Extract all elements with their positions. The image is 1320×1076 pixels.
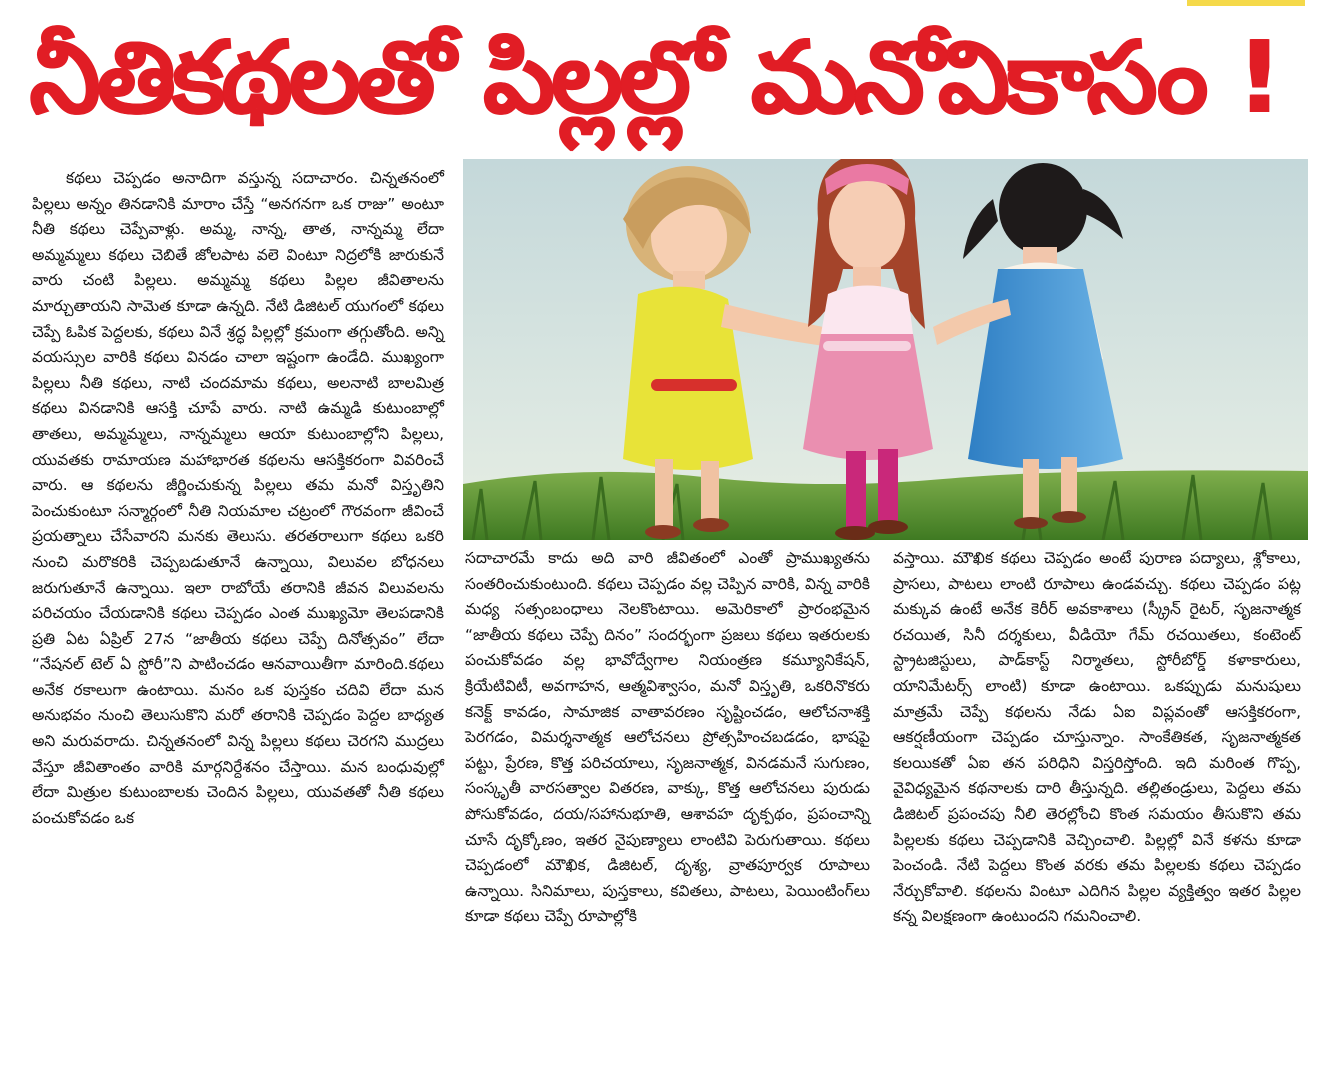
article-paragraph-2: సదాచారమే కాదు అది వారి జీవితంలో ఎంతో ప్రాముఖ్యతను సంతరించుకుంటుంది. కథలు చెప్పడం వల్ల చెప్పిన వారికి, విన్న వారికి మధ్య సత్సంబంధాలు నెలకొంటాయి. అమెరికాలో ప్రారంభమైన “జాతీయ కథలు చెప్పే దినం” సందర్భంగా ప్రజలు కథలు ఇతరులకు పంచుకోవడం వల్ల భావోద్వేగాల నియంత్రణ కమ్యూనికేషన్, క్రియేటివిటీ, అవగాహన, ఆత్మవిశ్వాసం, మనో విస్తృతి, ఒకరినొకరు కనెక్ట్ కావడం, సామాజిక వాతావరణం సృష్టించడం, ఆలోచనాశక్తి పెరగడం, విమర్శనాత్మక ఆలోచనలు ప్రోత్సహించబడడం, భాషపై పట్టు, ప్రేరణ, కొత్త పరిచయాలు, సృజనాత్మక, వినడమనే సుగుణం, సంస్కృతీ వారసత్వాల వితరణ, వాక్కు, కొత్త ఆలోచనలు పురుడు పోసుకోవడం, దయ/సహానుభూతి, ఆశావహ దృక్పథం, ప్రపంచాన్ని చూసే దృక్కోణం, ఇతర నైపుణ్యాలు లాంటివి పెరుగుతాయి. కథలు చెప్పడంలో మౌఖిక, డిజిటల్, దృశ్య, వ్రాతపూర్వక రూపాలు ఉన్నాయి. సినిమాలు, పుస్తకాలు, కవితలు, పాటలు, పెయింటింగ్‌లు కూడా కథలు చెప్పే రూపాల్లోకి	[465, 549, 870, 926]
headline: నీతికథలతో పిల్లల్లో మనోవికాసం !	[30, 19, 1280, 136]
article-paragraph-1: కథలు చెప్పడం అనాదిగా వస్తున్న సదాచారం. చిన్నతనంలో పిల్లలు అన్నం తినడానికి మారాం చేస్తే “అనగనగా ఒక రాజు” అంటూ నీతి కథలు చెప్పేవాళ్లు. అమ్మ, నాన్న, తాత, నాన్నమ్మ లేదా అమ్మమ్మలు కథలు చెబితే జోలపాట వలె వింటూ నిద్రలోకి జారుకునే వారు చంటి పిల్లలు. అమ్మమ్మ కథలు పిల్లల జీవితాలను మార్చుతాయని సామెత కూడా ఉన్నది. నేటి డిజిటల్ యుగంలో కథలు చెప్పే ఓపిక పెద్దలకు, కథలు వినే శ్రద్ధ పిల్లల్లో క్రమంగా తగ్గుతోంది. అన్ని వయస్సుల వారికి కథలు వినడం చాలా ఇష్టంగా ఉండేది. ముఖ్యంగా పిల్లలు నీతి కథలు, నాటి చందమామ కథలు, అలనాటి బాలమిత్ర కథలు వినడానికి ఆసక్తి చూపే వారు. నాటి ఉమ్మడి కుటుంబాల్లో తాతలు, అమ్మమ్మలు, నాన్నమ్మలు ఆయా కుటుంబాల్లోని పిల్లలు, యువతకు రామాయణ మహాభారత కథలను ఆసక్తికరంగా వివరించే వారు. ఆ కథలను జీర్ణించుకున్న పిల్లలు తమ మనో విస్తృతిని పెంచుకుంటూ సన్మార్గంలో నీతి నియమాల చట్రంలో గౌరవంగా జీవించే ప్రయత్నాలు చేసేవారని మనకు తెలుసు. తరతరాలుగా కథలు ఒకరి నుంచి మరొకరికి చెప్పబడుతూనే ఉన్నాయి, విలువల బోధనలు జరుగుతూనే ఉన్నాయి. ఇలా రాబోయే తరానికి జీవన విలువలను పరిచయం చేయడానికి కథలు చెప్పడం ఎంత ముఖ్యమో తెలపడానికి ప్రతి ఏట ఏప్రిల్ 27న “జాతీయ కథలు చెప్పే దినోత్సవం” లేదా “నేషనల్ టెల్ ఏ స్టోరీ”ని పాటించడం ఆనవాయితీగా మారింది.కథలు అనేక రకాలుగా ఉంటాయి. మనం ఒక పుస్తకం చదివి లేదా మన అనుభవం నుంచి తెలుసుకొని మరో తరానికి చెప్పడం పెద్దల బాధ్యత అని మరువరాదు. చిన్నతనంలో విన్న పిల్లలు కథలు చెరగని ముద్రలు వేస్తూ జీవితాంతం వారికి మార్గనిర్దేశనం చేస్తాయి. మన బంధువుల్లో లేదా మిత్రుల కుటుంబాలకు చెందిన పిల్లలు, యువతతో నీతి కథలు పంచుకోవడం ఒక	[32, 169, 444, 827]
article-column-1	[32, 166, 444, 1066]
article-paragraph-3: వస్తాయి. మౌఖిక కథలు చెప్పడం అంటే పురాణ పద్యాలు, శ్లోకాలు, ప్రాసలు, పాటలు లాంటి రూపాలు ఉండవచ్చు. కథలు చెప్పడం పట్ల మక్కువ ఉంటే అనేక కెరీర్ అవకాశాలు (స్క్రీన్ రైటర్, సృజనాత్మక రచయిత, సినీ దర్శకులు, వీడియో గేమ్ రచయితలు, కంటెంట్ స్ట్రాటజిస్టులు, పాడ్‌కాస్ట్ నిర్మాతలు, స్టోరీబోర్డ్ కళాకారులు, యానిమేటర్స్ లాంటి) కూడా ఉంటాయి. ఒకప్పుడు మనుషులు మాత్రమే చెప్పే కథలను నేడు ఏఐ విప్లవంతో ఆసక్తికరంగా, ఆకర్షణీయంగా చెప్పడం చూస్తున్నాం. సాంకేతికత, సృజనాత్మకత కలయికతో ఏఐ తన పరిధిని విస్తరిస్తోంది. ఇది మరింత గొప్ప, వైవిధ్యమైన కథనాలకు దారి తీస్తున్నది. తల్లితండ్రులు, పెద్దలు తమ డిజిటల్ ప్రపంచపు నీలి తెరల్లోంచి కొంత సమయం తీసుకొని తమ పిల్లలకు కథలు చెప్పడానికి వెచ్చించాలి. పిల్లల్లో వినే కళను కూడా పెంచండి. నేటి పెద్దలు కొంత వరకు తమ పిల్లలకు కథలు చెప్పడం నేర్చుకోవాలి. కథలను వింటూ ఎదిగిన పిల్లల వ్యక్తిత్వం ఇతర పిల్లల కన్న విలక్షణంగా ఉంటుందని గమనించాలి.	[893, 549, 1301, 926]
children-playing-illustration	[463, 159, 1308, 540]
article-column-3	[893, 546, 1301, 1066]
article-column-2	[465, 546, 870, 1066]
corner-tab	[1187, 0, 1305, 6]
